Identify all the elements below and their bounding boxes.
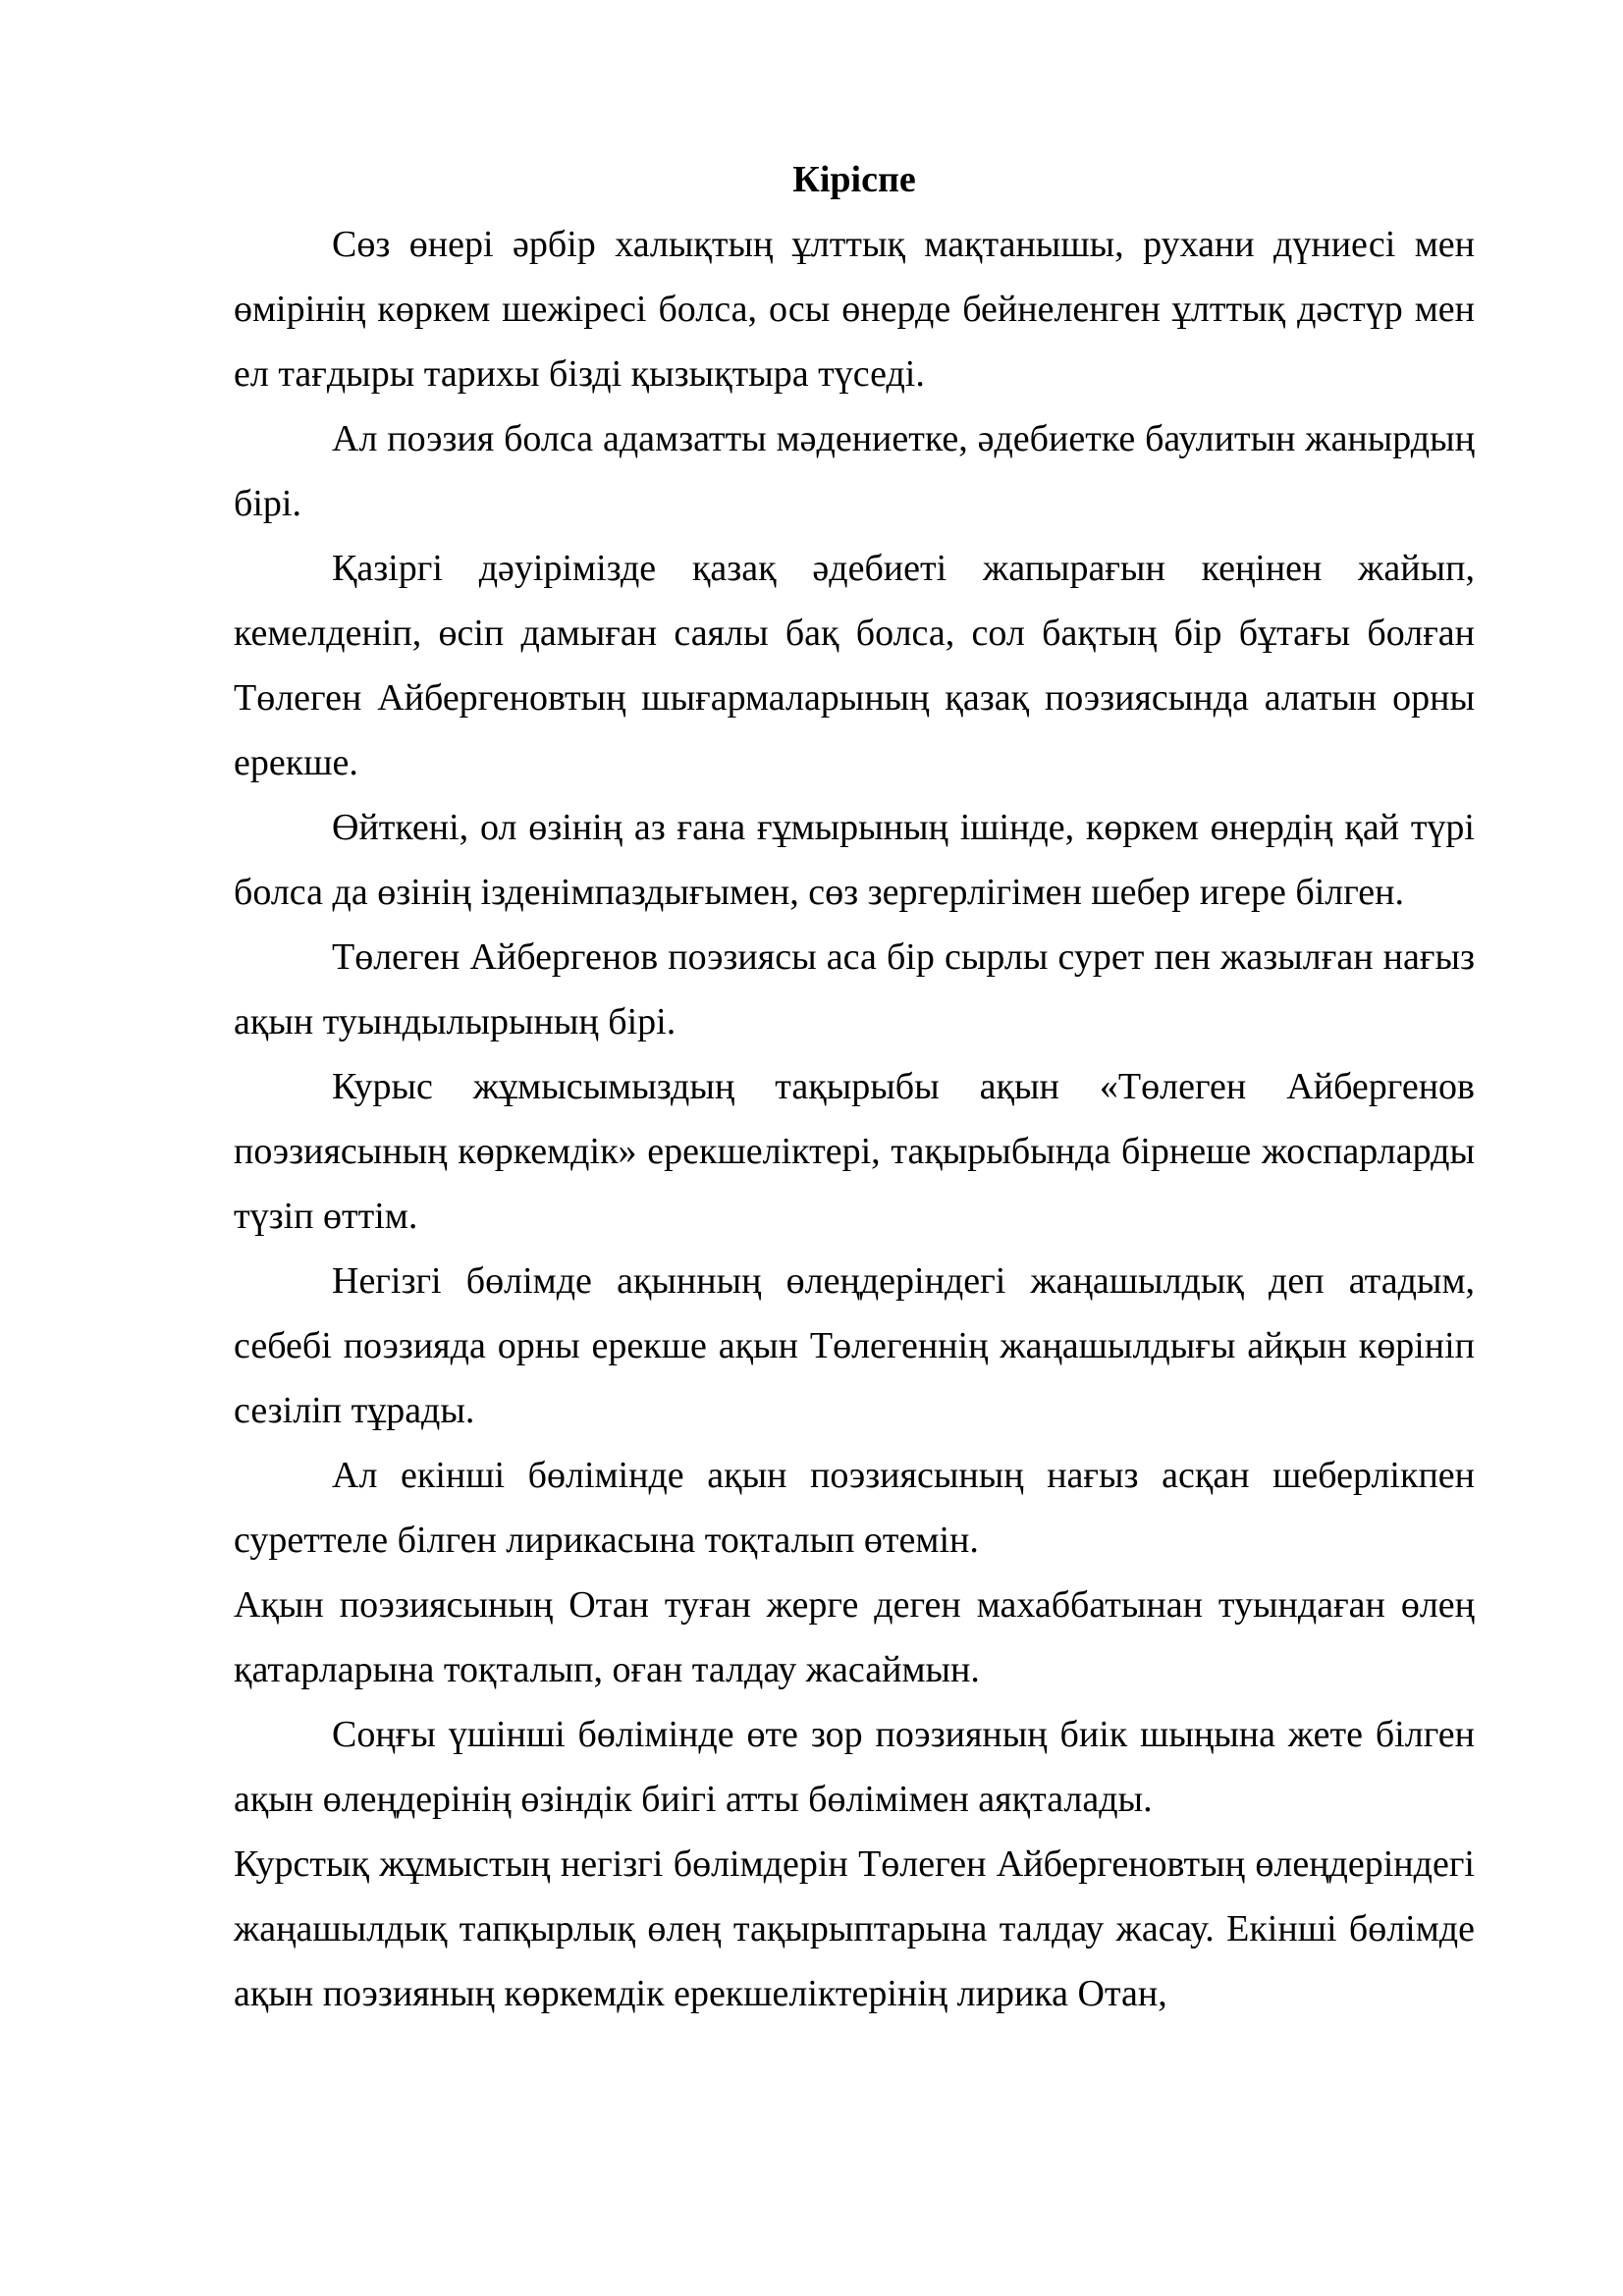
paragraph-4: Өйткені, ол өзінің аз ғана ғұмырының ішінде, көркем өнердің қай түрі болса да өзінің ізденімпаздығымен, сөз зергерлігімен шебер игере білген. [234,807,1475,913]
paragraph-9: Ақын поэзиясының Отан туған жерге деген махаббатынан туындаған өлең қатарларына тоқталып, оған талдау жасаймын. [234,1584,1475,1690]
paragraph-3: Қазіргі дәуірімізде қазақ әдебиеті жапырағын кеңінен жайып, кемелденіп, өсіп дамыған саялы бақ болса, сол бақтың бір бұтағы болған Төлеген Айбергеновтың шығармаларының қазақ поэзиясында алатын орны ерекше. [234,548,1475,783]
paragraph-2: Ал поэзия болса адамзатты мәдениетке, әдебиетке баулитын жанырдың бірі. [234,418,1475,524]
paragraph-5: Төлеген Айбергенов поэзиясы аса бір сырлы сурет пен жазылған нағыз ақын туындылырының бірі. [234,936,1475,1042]
paragraph-10: Соңғы үшінші бөлімінде өте зор поэзияның биік шыңына жете білген ақын өлеңдерінің өзіндік биігі атты бөлімімен аяқталады. [234,1714,1475,1820]
paragraph-6: Курыс жұмысымыздың тақырыбы ақын «Төлеген Айбергенов поэзиясының көркемдік» ерекшеліктері, тақырыбында бірнеше жоспарларды түзіп өттім. [234,1066,1475,1237]
document-body [234,147,1475,2026]
page-title: Кіріспе [792,159,916,200]
paragraph-1: Сөз өнері әрбір халықтың ұлттық мақтанышы, рухани дүниесі мен өмірінің көркем шежіресі болса, осы өнерде бейнеленген ұлттық дәстүр мен ел тағдыры тарихы бізді қызықтыра түседі. [234,224,1475,395]
paragraph-8: Ал екінші бөлімінде ақын поэзиясының нағыз асқан шеберлікпен суреттеле білген лирикасына тоқталып өтемін. [234,1455,1475,1561]
paragraph-11: Курстық жұмыстың негізгі бөлімдерін Төлеген Айбергеновтың өлеңдеріндегі жаңашылдық тапқырлық өлең тақырыптарына талдау жасау. Екінші бөлімде ақын поэзияның көркемдік ерекшеліктерінің лирика Отан, [234,1843,1475,2014]
paragraph-7: Негізгі бөлімде ақынның өлеңдеріндегі жаңашылдық деп атадым, себебі поэзияда орны ерекше ақын Төлегеннің жаңашылдығы айқын көрініп сезіліп тұрады. [234,1260,1475,1431]
